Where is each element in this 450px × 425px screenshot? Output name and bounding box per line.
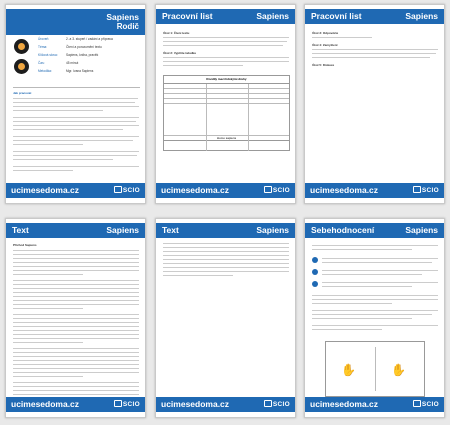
field-value: Mgr. Ivana Sapiens <box>66 69 94 73</box>
scio-logo-icon: SCIO <box>114 186 140 194</box>
scio-logo-icon: SCIO <box>264 186 290 194</box>
field-label: Čas: <box>38 61 45 65</box>
page-2-footer <box>156 183 295 198</box>
table-bottom-label: Homo sapiens <box>216 136 237 140</box>
text-line <box>163 255 289 256</box>
table-column-divider <box>206 84 207 151</box>
sapiens-badge-icon <box>14 39 29 54</box>
text-line <box>13 170 73 171</box>
text-line <box>13 106 139 107</box>
text-line <box>163 57 289 58</box>
page-4-header <box>6 223 145 238</box>
task-label: Úkol 3: Odpovězte <box>312 31 339 35</box>
footer-site: ucimesedoma.cz <box>11 399 80 409</box>
text-line <box>163 263 289 264</box>
text-line <box>312 325 438 326</box>
footer-site: ucimesedoma.cz <box>11 185 80 195</box>
text-line <box>312 310 438 311</box>
text-line <box>13 125 139 126</box>
sapiens-badge-icon <box>14 59 29 74</box>
text-line <box>13 270 139 271</box>
text-line <box>13 372 139 373</box>
text-line <box>13 386 139 387</box>
text-line <box>13 304 139 305</box>
text-line <box>13 308 83 309</box>
text-line <box>13 352 139 353</box>
text-line <box>13 266 139 267</box>
thumbs-down-icon: ✋ <box>391 363 406 377</box>
text-line <box>13 288 139 289</box>
page-1-footer <box>6 183 145 198</box>
text-line <box>13 334 139 335</box>
footer-site: ucimesedoma.cz <box>310 399 379 409</box>
page-6-footer <box>305 397 444 412</box>
text-line <box>322 286 412 287</box>
text-line <box>13 98 138 99</box>
text-line <box>312 57 430 58</box>
text-line <box>13 330 139 331</box>
field-value: 2. a 3. stupeň / zadání a příprava <box>66 37 113 41</box>
text-line <box>163 65 243 66</box>
table-caption: Rozdíly mezi lidskými druhy <box>164 76 289 84</box>
text-line <box>163 259 289 260</box>
scio-logo-icon: SCIO <box>264 400 290 408</box>
text-line <box>163 267 289 268</box>
footer-site: ucimesedoma.cz <box>161 185 230 195</box>
page-6-header <box>305 223 444 238</box>
page-1-header <box>6 9 145 35</box>
page-3-header <box>305 9 444 24</box>
field-value: Čtení a porozumění textu <box>66 45 102 49</box>
scio-logo-icon: SCIO <box>413 186 439 194</box>
text-line <box>163 243 289 244</box>
page-2-brand: Sapiens <box>256 11 289 21</box>
text-line <box>163 251 289 252</box>
text-line <box>13 110 103 111</box>
text-line <box>13 292 139 293</box>
text-line <box>163 61 289 62</box>
text-line <box>13 262 139 263</box>
text-line <box>13 140 133 141</box>
text-line <box>13 390 139 391</box>
text-line <box>312 295 438 296</box>
page-5-title: Text <box>162 225 179 235</box>
text-line <box>13 250 139 251</box>
text-line <box>13 102 135 103</box>
task-label: Úkol 2: Vyplňte tabulku <box>163 51 197 55</box>
task-label: Úkol 4: Zamyšlení <box>312 43 338 47</box>
text-line <box>13 284 139 285</box>
page-3-footer <box>305 183 444 198</box>
text-line <box>13 280 139 281</box>
text-line <box>13 394 139 395</box>
field-label: Úroveň: <box>38 37 50 41</box>
comparison-table <box>163 75 290 151</box>
page-1-header-title: Sapiens <box>106 12 139 22</box>
text-line <box>312 318 412 319</box>
text-line <box>13 274 83 275</box>
text-line <box>13 117 139 118</box>
text-line <box>13 364 139 365</box>
page-1-header-subtitle: Rodič <box>116 22 139 31</box>
text-line <box>13 159 113 160</box>
table-column-divider <box>248 84 249 151</box>
page-4-title: Text <box>12 225 29 235</box>
text-line <box>13 155 137 156</box>
text-line <box>312 314 432 315</box>
text-line <box>163 45 283 46</box>
field-value: 45 minut <box>66 61 79 65</box>
text-line <box>163 247 289 248</box>
text-line <box>13 300 139 301</box>
text-line <box>13 254 139 255</box>
text-line <box>312 245 438 246</box>
text-line <box>13 296 139 297</box>
page-4-brand: Sapiens <box>106 225 139 235</box>
table-row <box>164 136 289 141</box>
text-line <box>13 166 139 167</box>
page-2-worksheet <box>155 4 296 204</box>
text-line <box>312 303 392 304</box>
text-line <box>322 274 422 275</box>
page-6-title: Sebehodnocení <box>311 225 375 235</box>
page-1-cover <box>5 4 146 204</box>
text-heading: Příchod Sapiens <box>13 243 37 247</box>
text-line <box>163 275 233 276</box>
page-5-brand: Sapiens <box>256 225 289 235</box>
text-line <box>13 326 139 327</box>
field-label: Klíčová slova: <box>38 53 58 57</box>
text-line <box>13 360 139 361</box>
text-line <box>163 37 289 38</box>
task-label: Úkol 5: Diskuze <box>312 63 335 67</box>
page-5-text <box>155 218 296 418</box>
text-line <box>312 299 438 300</box>
section-label: Jak pracovat <box>13 91 32 95</box>
table-row <box>164 99 289 104</box>
text-line <box>13 322 139 323</box>
page-6-self-assessment <box>304 218 445 418</box>
text-line <box>13 258 139 259</box>
rating-emoji-icon <box>312 269 318 275</box>
text-line <box>312 49 438 50</box>
page-2-title: Pracovní list <box>162 11 213 21</box>
text-line <box>13 356 139 357</box>
thumbs-up-icon: ✋ <box>341 363 356 377</box>
text-line <box>322 270 438 271</box>
text-line <box>13 376 83 377</box>
text-line <box>322 258 438 259</box>
scio-logo-icon: SCIO <box>114 400 140 408</box>
text-line <box>312 329 382 330</box>
text-line <box>13 121 136 122</box>
page-5-footer <box>156 397 295 412</box>
text-line <box>13 318 139 319</box>
page-2-header <box>156 9 295 24</box>
text-line <box>322 262 432 263</box>
field-label: Téma: <box>38 45 48 49</box>
text-line <box>13 129 123 130</box>
page-5-header <box>156 223 295 238</box>
text-line <box>13 342 83 343</box>
box-divider <box>375 347 376 391</box>
text-line <box>312 53 436 54</box>
page-3-title: Pracovní list <box>311 11 362 21</box>
rating-emoji-icon <box>312 281 318 287</box>
text-line <box>13 368 139 369</box>
text-line <box>13 151 139 152</box>
field-value: Sapiens, kniha, pravěk <box>66 53 99 57</box>
divider <box>13 87 140 88</box>
text-line <box>13 348 139 349</box>
rating-emoji-icon <box>312 257 318 263</box>
text-line <box>163 41 287 42</box>
text-line <box>13 144 83 145</box>
footer-site: ucimesedoma.cz <box>161 399 230 409</box>
page-6-brand: Sapiens <box>405 225 438 235</box>
text-line <box>312 37 372 38</box>
footer-site: ucimesedoma.cz <box>310 185 379 195</box>
scio-logo-icon: SCIO <box>413 400 439 408</box>
task-label: Úkol 1: Čtení textu <box>163 31 190 35</box>
text-line <box>13 136 139 137</box>
page-3-worksheet <box>304 4 445 204</box>
text-line <box>13 382 139 383</box>
text-line <box>312 249 412 250</box>
page-4-text <box>5 218 146 418</box>
field-label: Metodika: <box>38 69 52 73</box>
text-line <box>13 314 139 315</box>
text-line <box>13 338 139 339</box>
text-line <box>163 271 289 272</box>
page-4-footer <box>6 397 145 412</box>
page-3-brand: Sapiens <box>405 11 438 21</box>
text-line <box>322 282 438 283</box>
